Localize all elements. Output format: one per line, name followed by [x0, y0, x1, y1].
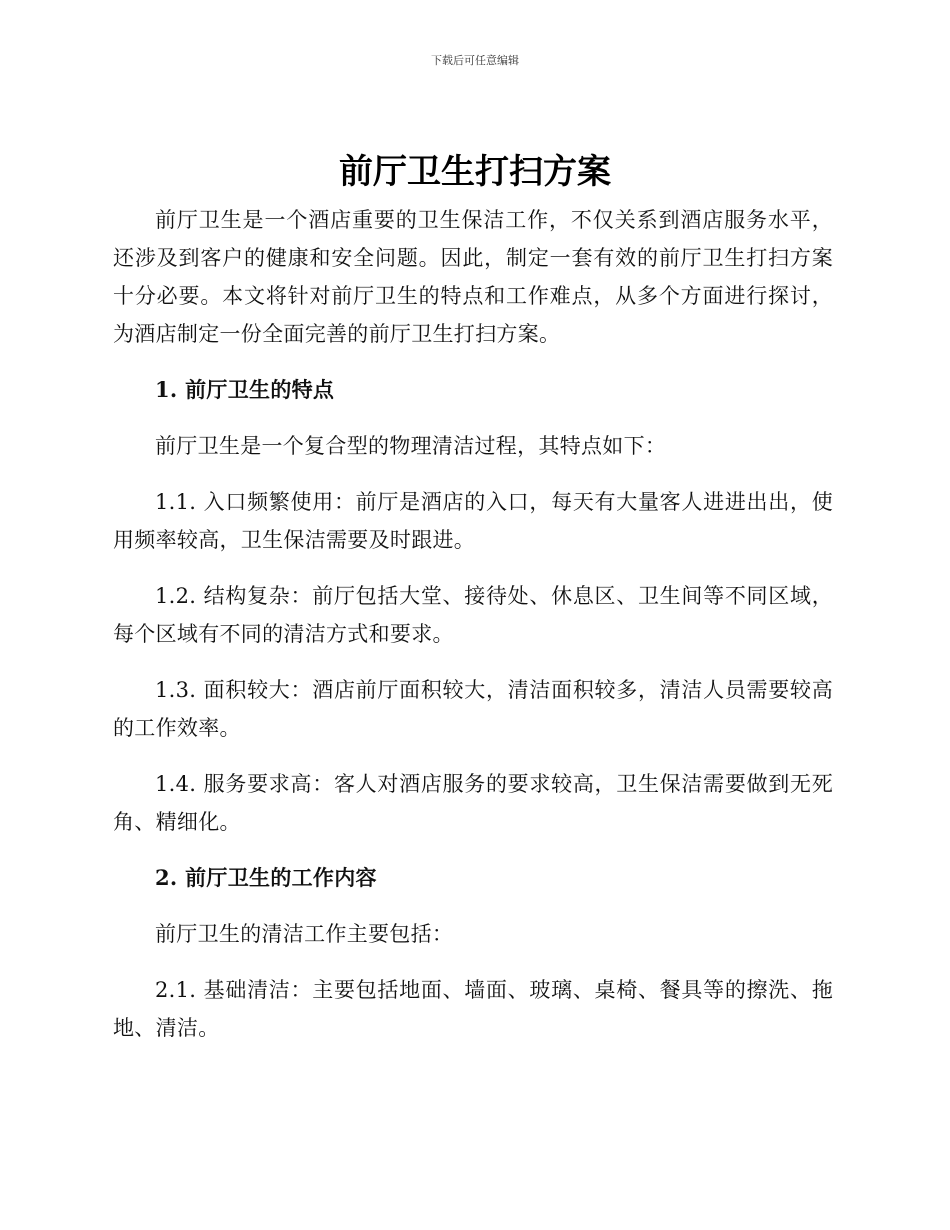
- section-2-lead: 前厅卫生的清洁工作主要包括：: [155, 922, 454, 946]
- section-1-heading: 1. 前厅卫生的特点: [155, 377, 335, 402]
- document-body: [113, 201, 833, 1047]
- document-title: 前厅卫生打扫方案: [339, 152, 611, 192]
- section-1-item: 1.1. 入口频繁使用：前厅是酒店的入口，每天有大量客人进进出出，使用频率较高，卫生保洁需要及时跟进。: [113, 490, 833, 552]
- section-1-item: 1.3. 面积较大：酒店前厅面积较大，清洁面积较多，清洁人员需要较高的工作效率。: [113, 678, 833, 740]
- section-2-item: 2.1. 基础清洁：主要包括地面、墙面、玻璃、桌椅、餐具等的擦洗、拖地、清洁。: [113, 978, 833, 1040]
- section-2-heading: 2. 前厅卫生的工作内容: [155, 865, 377, 890]
- header-note: 下载后可任意编辑: [431, 54, 519, 67]
- section-1-lead: 前厅卫生是一个复合型的物理清洁过程，其特点如下：: [155, 434, 667, 458]
- intro-paragraph: 前厅卫生是一个酒店重要的卫生保洁工作，不仅关系到酒店服务水平，还涉及到客户的健康和安全问题。因此，制定一套有效的前厅卫生打扫方案十分必要。本文将针对前厅卫生的特点和工作难点，从多个方面进行探讨，为酒店制定一份全面完善的前厅卫生打扫方案。: [113, 208, 833, 346]
- section-1-item: 1.4. 服务要求高：客人对酒店服务的要求较高，卫生保洁需要做到无死角、精细化。: [113, 772, 833, 834]
- section-1-item: 1.2. 结构复杂：前厅包括大堂、接待处、休息区、卫生间等不同区域，每个区域有不同的清洁方式和要求。: [113, 584, 833, 646]
